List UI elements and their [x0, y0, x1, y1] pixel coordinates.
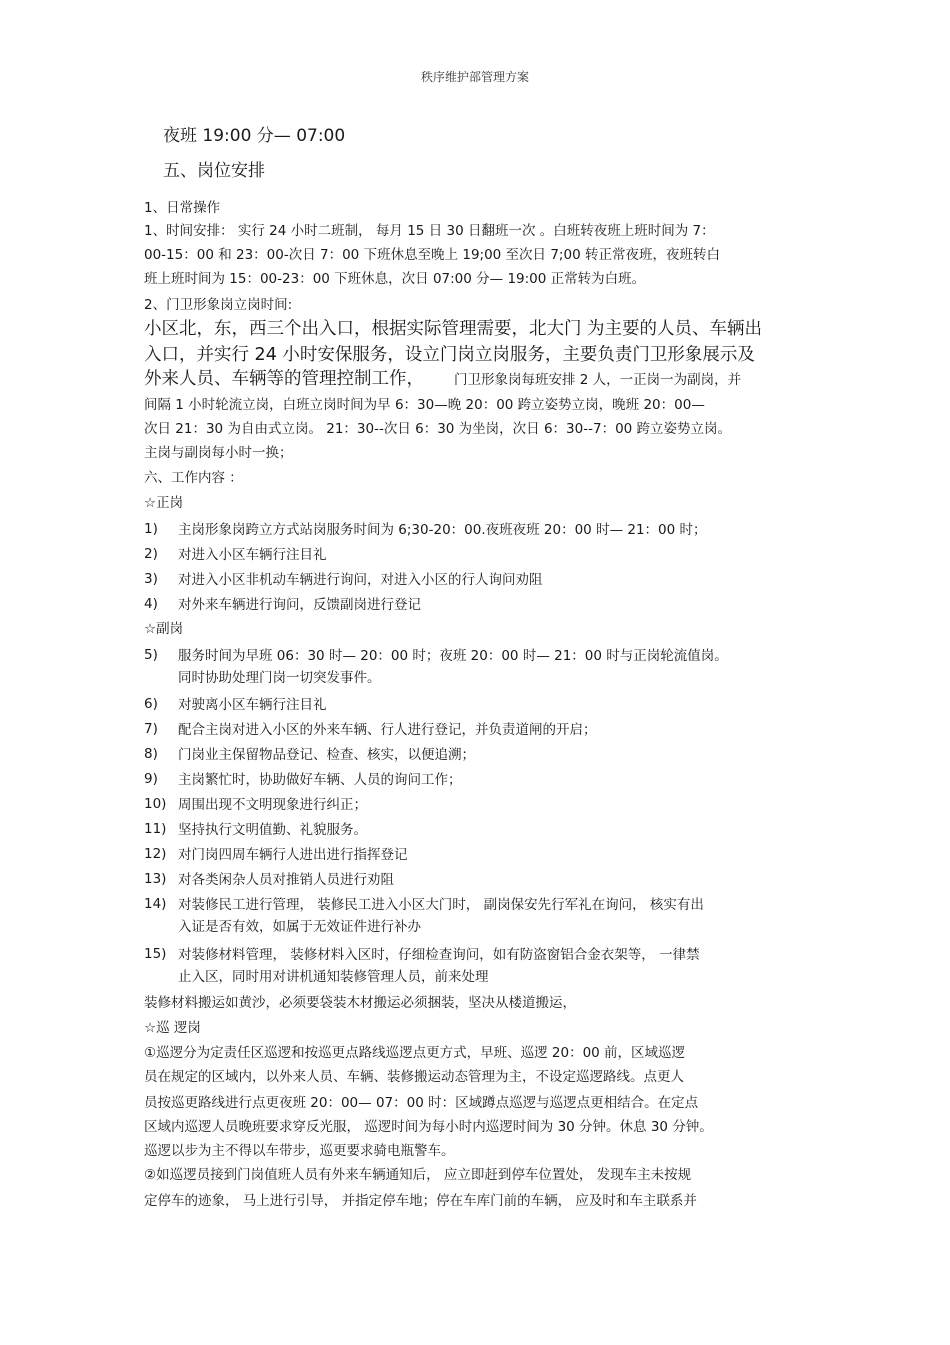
list-number: 1) [144, 521, 158, 537]
list-number: 5) [144, 647, 158, 663]
list-item: 对外来车辆进行询问，反馈副岗进行登记 [178, 597, 421, 613]
list-item-continuation: 止入区，同时用对讲机通知装修管理人员，前来处理 [178, 969, 489, 985]
xunluo-title: ☆巡 逻岗 [144, 1020, 201, 1036]
paragraph-line-large: 小区北，东，西三个出入口，根据实际管理需要，北大门 为主要的人员、车辆出 [144, 319, 763, 339]
list-item-continuation: 入证是否有效，如属于无效证件进行补办 [178, 919, 421, 935]
paragraph-line: 装修材料搬运如黄沙，必须要袋装木材搬运必须捆装，坚决从楼道搬运， [144, 995, 576, 1011]
fugang-title: ☆副岗 [144, 621, 184, 637]
list-number: 4) [144, 596, 158, 612]
list-item: 对驶离小区车辆行注目礼 [178, 697, 327, 713]
list-number: 13) [144, 871, 167, 887]
list-number: 14) [144, 896, 167, 912]
paragraph-line-large: 入口，并实行 24 小时安保服务，设立门岗立岗服务，主要负责门卫形象展示及 [144, 345, 755, 365]
list-number: 7) [144, 721, 158, 737]
paragraph-line: 次日 21：30 为自由式立岗。 21：30--次日 6：30 为坐岗，次日 6：30--7：00 跨立姿势立岗。 [144, 421, 732, 437]
list-item: 对进入小区非机动车辆进行询问，对进入小区的行人询问劝阻 [178, 572, 543, 588]
list-number: 2) [144, 546, 158, 562]
paragraph-line-mixed [144, 370, 741, 389]
paragraph-line: 员按巡更路线进行点更夜班 20：00— 07：00 时：区域蹲点巡逻与巡逻点更相结合。在定点 [144, 1095, 699, 1111]
section-6-title: 六、工作内容 ： [144, 470, 243, 486]
list-item: 对进入小区车辆行注目礼 [178, 547, 327, 563]
list-item-continuation: 同时协助处理门岗一切突发事件。 [178, 670, 381, 686]
list-item: 门岗业主保留物品登记、检查、核实，以便追溯； [178, 747, 475, 763]
list-item: 配合主岗对进入小区的外来车辆、行人进行登记，并负责道闸的开启； [178, 722, 597, 738]
list-number: 6) [144, 696, 158, 712]
subsection-2-title: 2、门卫形象岗立岗时间: [144, 297, 293, 313]
list-number: 9) [144, 771, 158, 787]
list-number: 15) [144, 946, 167, 962]
zhenggang-title: ☆正岗 [144, 495, 184, 511]
list-number: 8) [144, 746, 158, 762]
section-5-title: 五、岗位安排 [163, 161, 265, 181]
paragraph-line: ①巡逻分为定责任区巡逻和按巡更点路线巡逻点更方式，早班、巡逻 20：00 前，区域巡逻 [144, 1045, 686, 1061]
mixed-large-text: 外来人员、车辆等的管理控制工作， [144, 369, 424, 389]
page-header: 秩序维护部管理方案 [420, 70, 529, 84]
list-number: 11) [144, 821, 167, 837]
subsection-1-title: 1、日常操作 [144, 200, 221, 216]
list-item: 周围出现不文明现象进行纠正； [178, 797, 367, 813]
paragraph-line: 班上班时间为 15：00-23：00 下班休息，次日 07:00 分— 19:00 正常转为白班。 [144, 271, 646, 287]
paragraph-line: 员在规定的区域内，以外来人员、车辆、装修搬运动态管理为主，不设定巡逻路线。点更人 [144, 1069, 684, 1085]
list-item: 对装修民工进行管理， 装修民工进入小区大门时， 副岗保安先行军礼在询问， 核实有出 [178, 897, 704, 913]
paragraph-line: 1、时间安排： 实行 24 小时二班制， 每月 15 日 30 日翻班一次 。白班转夜班上班时间为 7： [144, 223, 715, 239]
paragraph-line: ②如巡逻员接到门岗值班人员有外来车辆通知后， 应立即赶到停车位置处， 发现车主未按规 [144, 1167, 692, 1183]
paragraph-line: 主岗与副岗每小时一换； [144, 445, 293, 461]
night-shift-line: 夜班 19:00 分— 07:00 [163, 126, 346, 146]
paragraph-line: 00-15：00 和 23：00-次日 7：00 下班休息至晚上 19;00 至次日 7;00 转正常夜班，夜班转白 [144, 247, 720, 263]
paragraph-line: 区域内巡逻人员晚班要求穿反光服， 巡逻时间为每小时内巡逻时间为 30 分钟。休息 30 分钟。 [144, 1119, 713, 1135]
paragraph-line: 巡逻以步为主不得以车带步，巡更要求骑电瓶警车。 [144, 1143, 455, 1159]
list-item: 主岗形象岗跨立方式站岗服务时间为 6;30-20：00.夜班夜班 20：00 时— 21：00 时； [178, 522, 707, 538]
list-item: 对门岗四周车辆行人进出进行指挥登记 [178, 847, 408, 863]
paragraph-line: 定停车的迹象， 马上进行引导， 并指定停车地；停在车库门前的车辆， 应及时和车主联系并 [144, 1193, 697, 1209]
list-item: 对装修材料管理， 装修材料入区时，仔细检查询问，如有防盗窗铝合金衣架等， 一律禁 [178, 947, 700, 963]
list-number: 3) [144, 571, 158, 587]
paragraph-line: 间隔 1 小时轮流立岗，白班立岗时间为早 6：30—晚 20：00 跨立姿势立岗，晚班 20：00— [144, 397, 705, 413]
list-item: 服务时间为早班 06：30 时— 20：00 时；夜班 20：00 时— 21：00 时与正岗轮流值岗。 [178, 648, 728, 664]
mixed-small-text: 门卫形象岗每班安排 2 人，一正岗一为副岗，并 [454, 372, 742, 388]
list-item: 主岗繁忙时，协助做好车辆、人员的询问工作； [178, 772, 462, 788]
list-number: 12) [144, 846, 167, 862]
list-item: 坚持执行文明值勤、礼貌服务。 [178, 822, 367, 838]
list-number: 10) [144, 796, 167, 812]
list-item: 对各类闲杂人员对推销人员进行劝阻 [178, 872, 394, 888]
